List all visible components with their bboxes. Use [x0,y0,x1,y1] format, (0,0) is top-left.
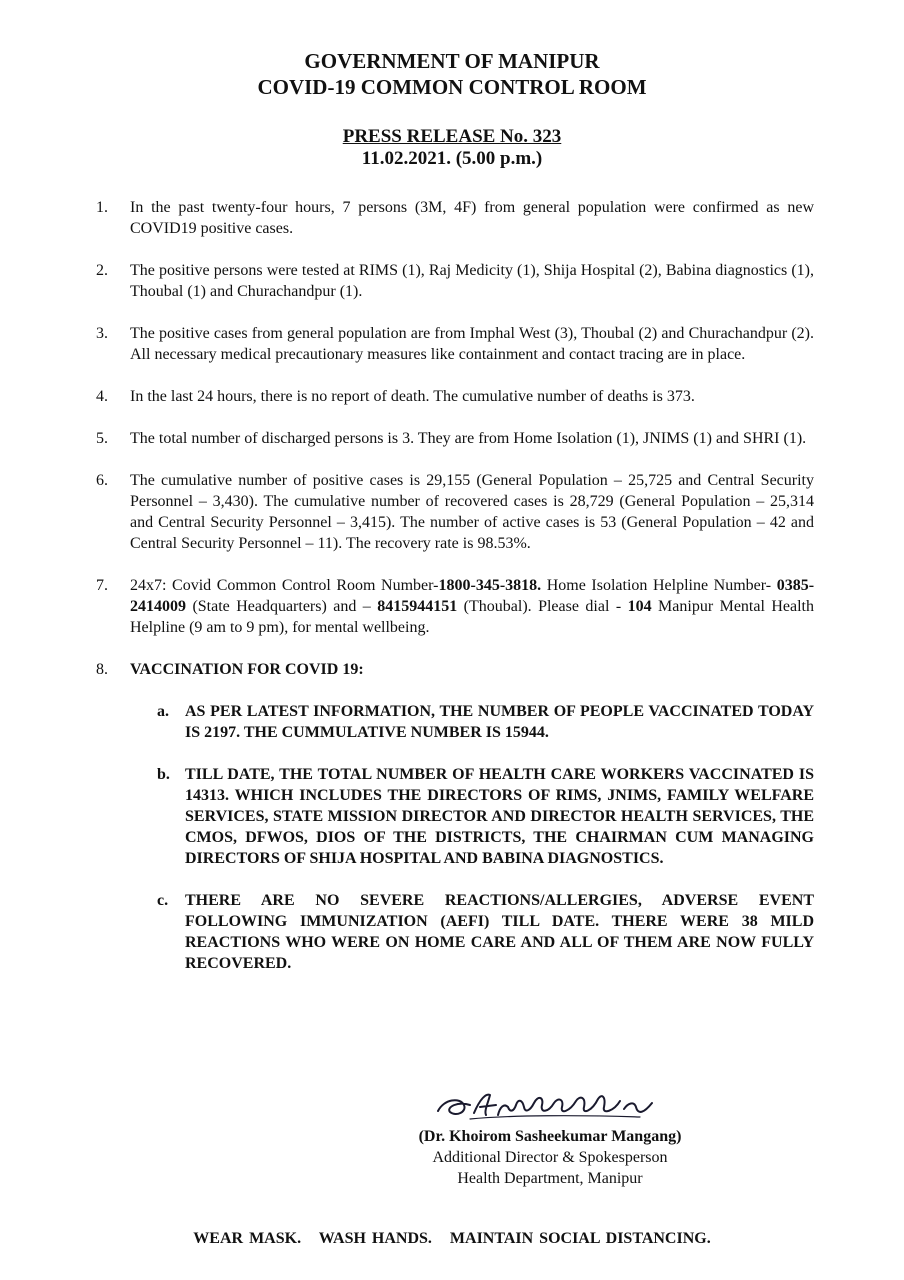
item-text: The positive cases from general population are from Imphal West (3), Thoubal (2) and Churachandpur (2). All necessary medical precautionary measures like containment and contact tracing are in place. [130,325,814,363]
helpline-text: Home Isolation Helpline Number- [541,577,777,594]
sub-list-item [130,701,814,743]
sub-item-letter: b. [157,766,170,783]
signatory-name: (Dr. Khoirom Sasheekumar Mangang) [418,1128,682,1145]
list-item [96,323,814,365]
release-heading [0,126,904,170]
item-text: In the past twenty-four hours, 7 persons (3M, 4F) from general population were confirmed as new COVID19 positive cases. [130,199,814,237]
helpline-text: Manipur Mental Health Helpline (9 am to 9 pm), for mental wellbeing. [130,598,814,636]
handwritten-signature [430,1085,660,1125]
item-number: 8. [96,661,108,678]
footer-slogan [0,1228,904,1249]
item-text: The cumulative number of positive cases is 29,155 (General Population – 25,725 and Central Security Personnel – 3,430). The cumulative number of recovered cases is 28,729 (General Population – 25,314 and Central Security Personnel – 3,415). The number of active cases is 53 (General Population – 42 and Central Security Personnel – 11). The recovery rate is 98.53%. [130,472,814,552]
thoubal-number: 8415944151 [377,598,458,615]
sub-item-text: AS PER LATEST INFORMATION, THE NUMBER OF PEOPLE VACCINATED TODAY IS 2197. THE CUMMULATIVE NUMBER IS 15944. [185,703,814,741]
item-number: 3. [96,325,108,342]
helpline-text: 24x7: Covid Common Control Room Number- [130,577,439,594]
document-header [0,48,904,100]
control-room-number: 1800-345-3818. [438,577,542,594]
sub-list-item [130,890,814,974]
list-item [96,470,814,554]
state-hq-number: 0385-2414009 [130,577,815,615]
item-text [130,577,814,636]
sub-item-text: TILL DATE, THE TOTAL NUMBER OF HEALTH CARE WORKERS VACCINATED IS 14313. WHICH INCLUDES THE DIRECTORS OF RIMS, JNIMS, FAMILY WELFARE SERVICES, STATE MISSION DIRECTOR AND DIRECTOR HEALTH SERVICES, THE CMOS, DFWOS, DIOS OF THE DISTRICTS, THE CHAIRMAN CUM MANAGING DIRECTORS OF SHIJA HOSPITAL AND BABINA DIAGNOSTICS. [185,766,814,867]
list-item [96,260,814,302]
sub-item-letter: c. [157,892,169,909]
release-items-list [96,197,814,995]
item-number: 5. [96,430,108,447]
vaccination-sublist [130,701,814,974]
helpline-item [96,575,814,638]
signatory-department: Health Department, Manipur [457,1170,643,1187]
signatory-designation: Additional Director & Spokesperson [432,1149,668,1166]
helpline-text: (Thoubal). Please dial - [457,598,628,615]
slogan-text: WEAR MASK. WASH HANDS. MAINTAIN SOCIAL DISTANCING. [193,1230,711,1247]
vaccination-item [96,659,814,974]
list-item [96,428,814,449]
item-number: 1. [96,199,108,216]
mental-health-number: 104 [627,598,652,615]
sub-item-text: THERE ARE NO SEVERE REACTIONS/ALLERGIES, ADVERSE EVENT FOLLOWING IMMUNIZATION (AEFI) TILL DATE. THERE WERE 38 MILD REACTIONS WHO WERE ON HOME CARE AND ALL OF THEM ARE NOW FULLY RECOVERED. [185,892,814,972]
sub-list-item [130,764,814,869]
release-date: 11.02.2021. (5.00 p.m.) [361,148,543,169]
vaccination-heading: VACCINATION FOR COVID 19: [130,661,364,678]
sub-item-letter: a. [157,703,169,720]
list-item [96,197,814,239]
item-text: In the last 24 hours, there is no report of death. The cumulative number of deaths is 373. [130,388,695,405]
header-control-room: COVID-19 COMMON CONTROL ROOM [257,75,647,99]
item-number: 7. [96,577,108,594]
item-number: 2. [96,262,108,279]
item-text: The total number of discharged persons is 3. They are from Home Isolation (1), JNIMS (1) and SHRI (1). [130,430,807,447]
signatory-block [380,1126,720,1189]
helpline-text: (State Headquarters) and – [186,598,378,615]
item-number: 6. [96,472,108,489]
list-item [96,386,814,407]
item-text: The positive persons were tested at RIMS (1), Raj Medicity (1), Shija Hospital (2), Babina diagnostics (1), Thoubal (1) and Churachandpur (1). [130,262,814,300]
item-number: 4. [96,388,108,405]
header-government: GOVERNMENT OF MANIPUR [304,49,600,73]
release-title: PRESS RELEASE No. 323 [342,126,562,147]
